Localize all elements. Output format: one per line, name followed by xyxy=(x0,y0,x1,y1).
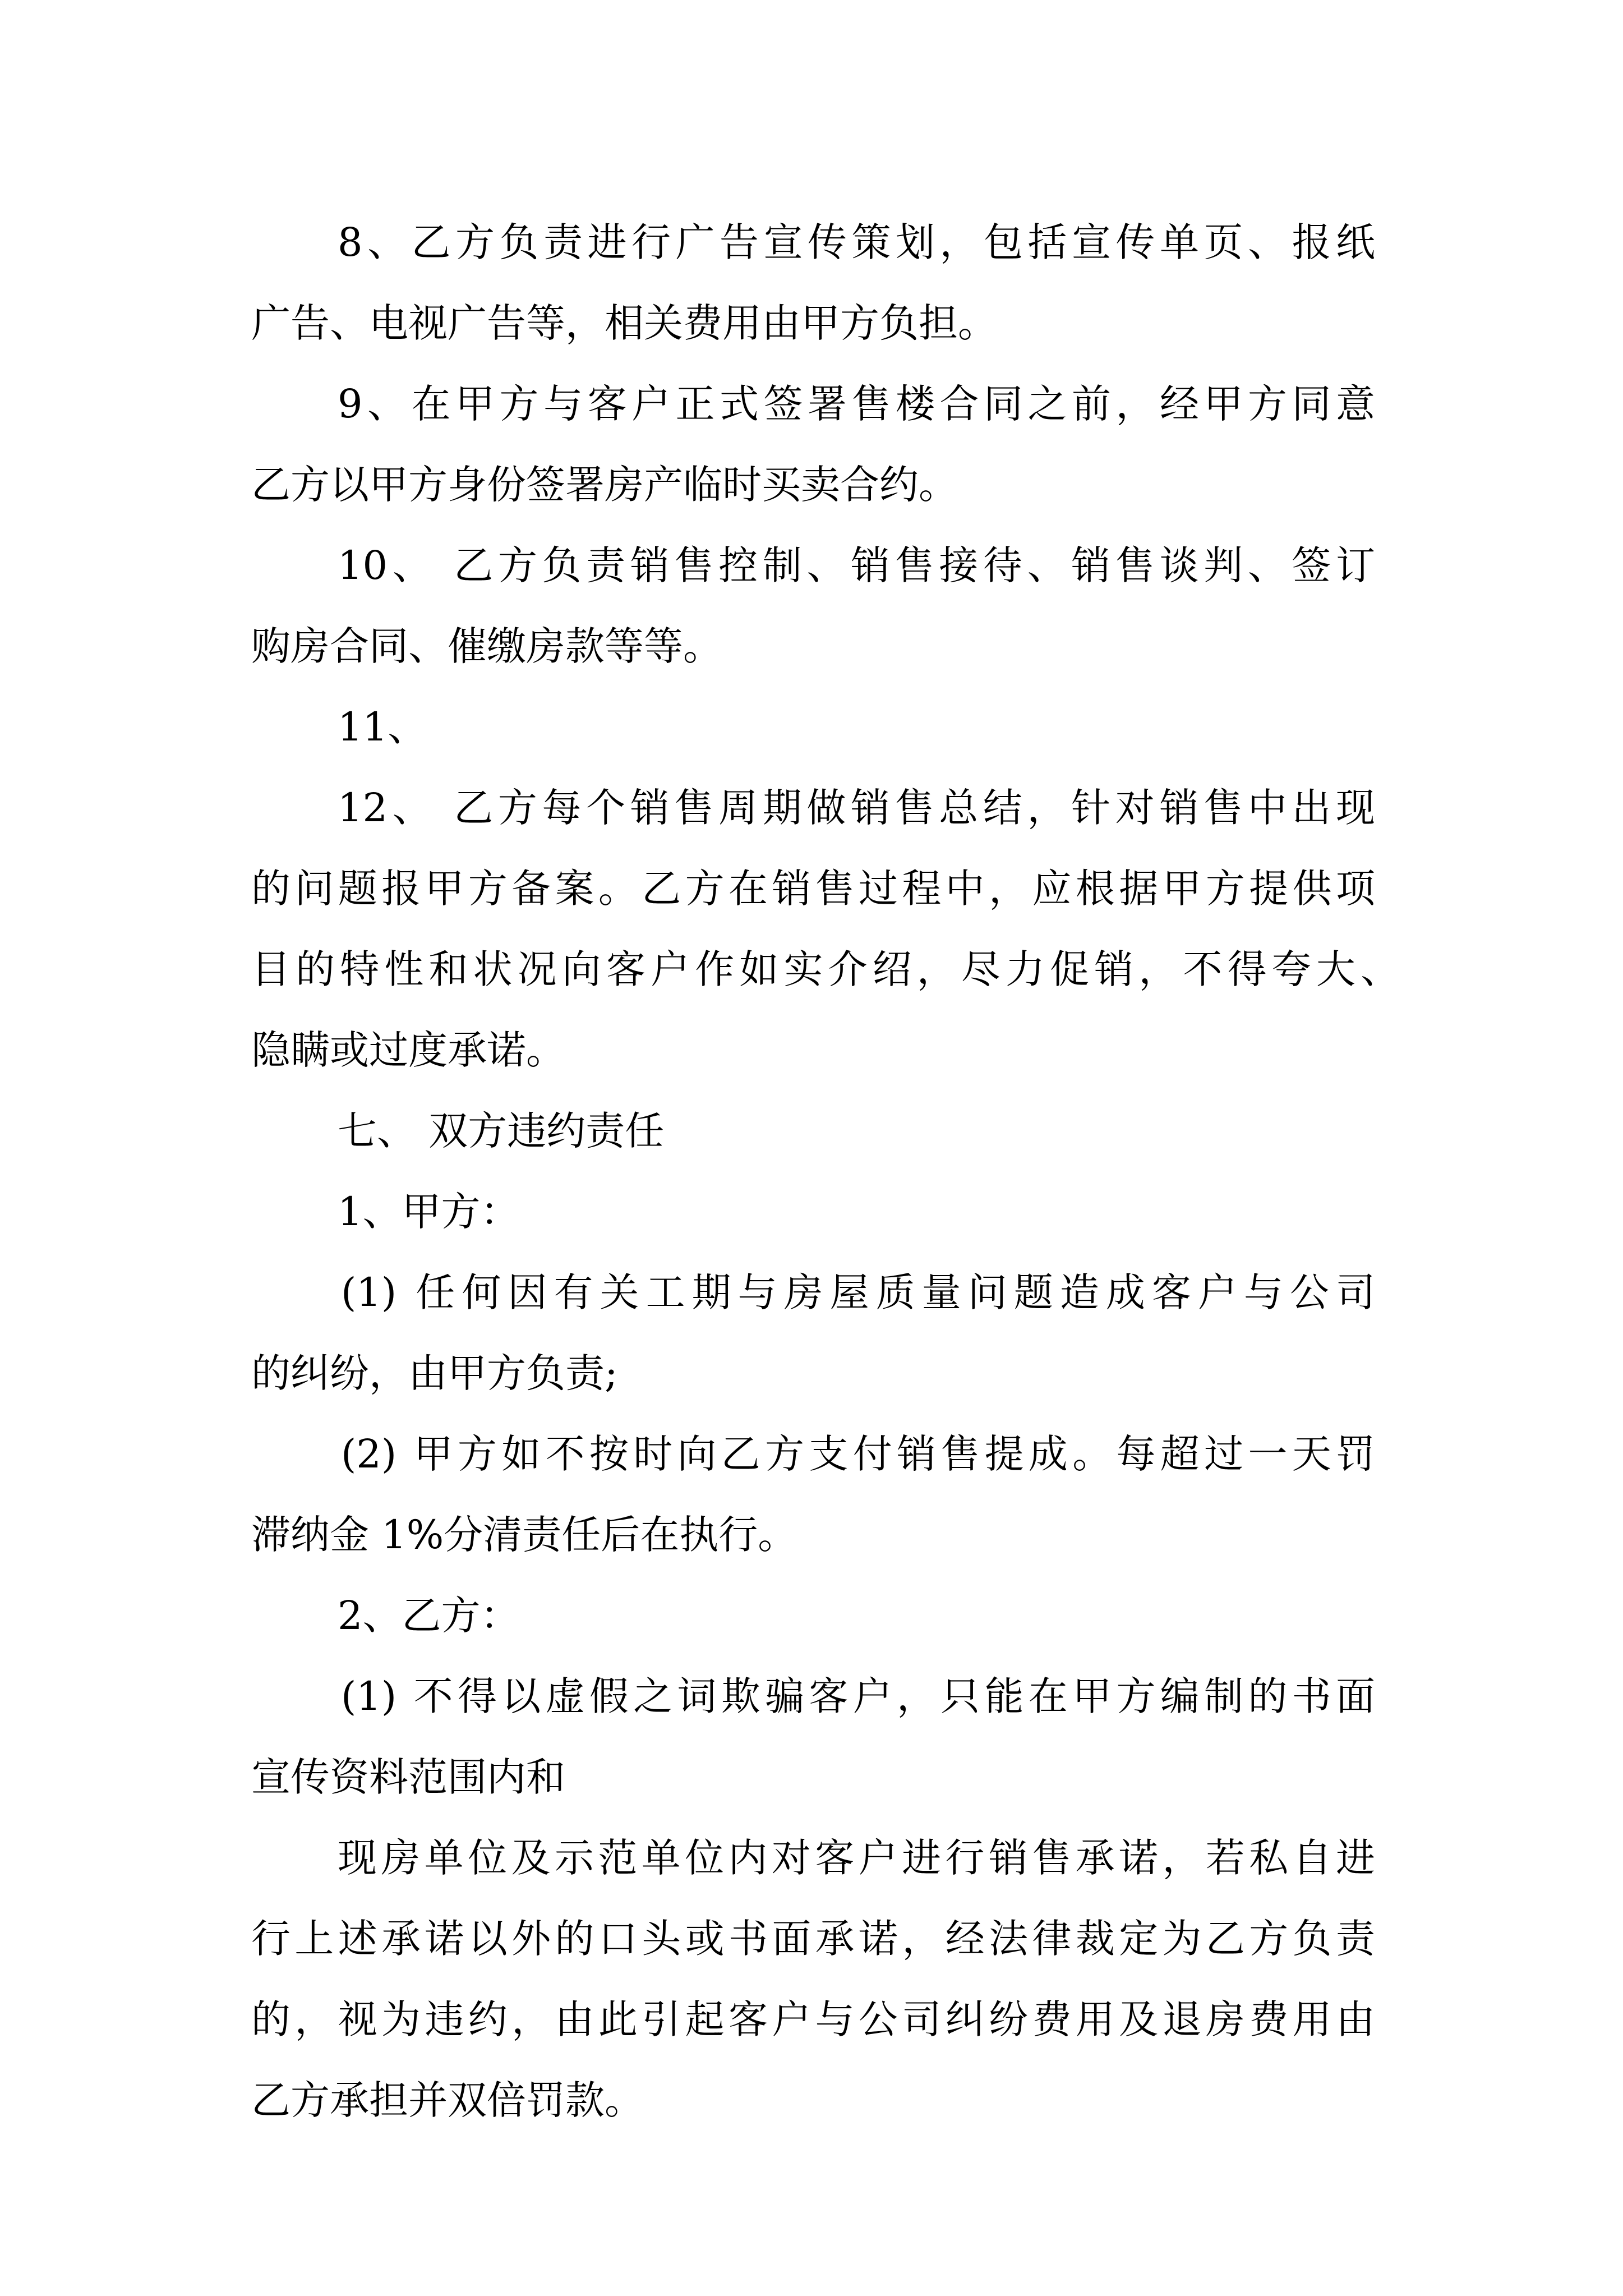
section-heading: 七、 双方违约责任 xyxy=(338,1108,665,1154)
text-line-clause-9: 9、在甲方与客户正式签署售楼合同之前，经甲方同意 xyxy=(338,381,1375,427)
text-line-clause-8: 8、乙方负责进行广告宣传策划，包括宣传单页、报纸 xyxy=(338,219,1375,265)
text-line: 宣传资料范围内和 xyxy=(251,1754,565,1800)
text-line-clause-10: 10、 乙方负责销售控制、销售接待、销售谈判、签订 xyxy=(338,542,1375,588)
text-line: 目的特性和状况向客户作如实介绍，尽力促销，不得夸大、 xyxy=(251,946,1400,992)
text-line: 的，视为违约，由此引起客户与公司纠纷费用及退房费用由 xyxy=(251,1996,1375,2042)
text-line: 乙方以甲方身份签署房产临时买卖合约。 xyxy=(251,462,958,508)
party-a-heading: 1、甲方： xyxy=(338,1189,520,1235)
text-line-item-1: (1) 任何因有关工期与房屋质量问题造成客户与公司 xyxy=(341,1269,1375,1315)
text-line-clause-12: 12、 乙方每个销售周期做销售总结，针对销售中出现 xyxy=(338,785,1375,831)
party-b-heading: 2、乙方： xyxy=(338,1593,520,1639)
body-text xyxy=(251,202,1400,2141)
text-line: 行上述承诺以外的口头或书面承诺，经法律裁定为乙方负责 xyxy=(251,1916,1375,1962)
text-line: 的问题报甲方备案。乙方在销售过程中，应根据甲方提供项 xyxy=(251,866,1375,912)
text-line: 隐瞒或过度承诺。 xyxy=(251,1027,565,1073)
text-line-item-2: (2) 甲方如不按时向乙方支付销售提成。每超过一天罚 xyxy=(341,1431,1375,1477)
text-line-clause-11: 11、 xyxy=(338,704,427,750)
text-line-item-1: (1) 不得以虚假之词欺骗客户，只能在甲方编制的书面 xyxy=(341,1673,1375,1719)
text-line: 的纠纷，由甲方负责; xyxy=(251,1350,618,1396)
text-line: 滞纳金 1%分清责任后在执行。 xyxy=(251,1512,797,1558)
text-line-paragraph: 现房单位及示范单位内对客户进行销售承诺，若私自进 xyxy=(338,1835,1375,1881)
text-line: 乙方承担并双倍罚款。 xyxy=(251,2077,644,2123)
text-line: 广告、电视广告等，相关费用由甲方负担。 xyxy=(251,300,997,346)
text-line: 购房合同、催缴房款等等。 xyxy=(251,623,722,669)
